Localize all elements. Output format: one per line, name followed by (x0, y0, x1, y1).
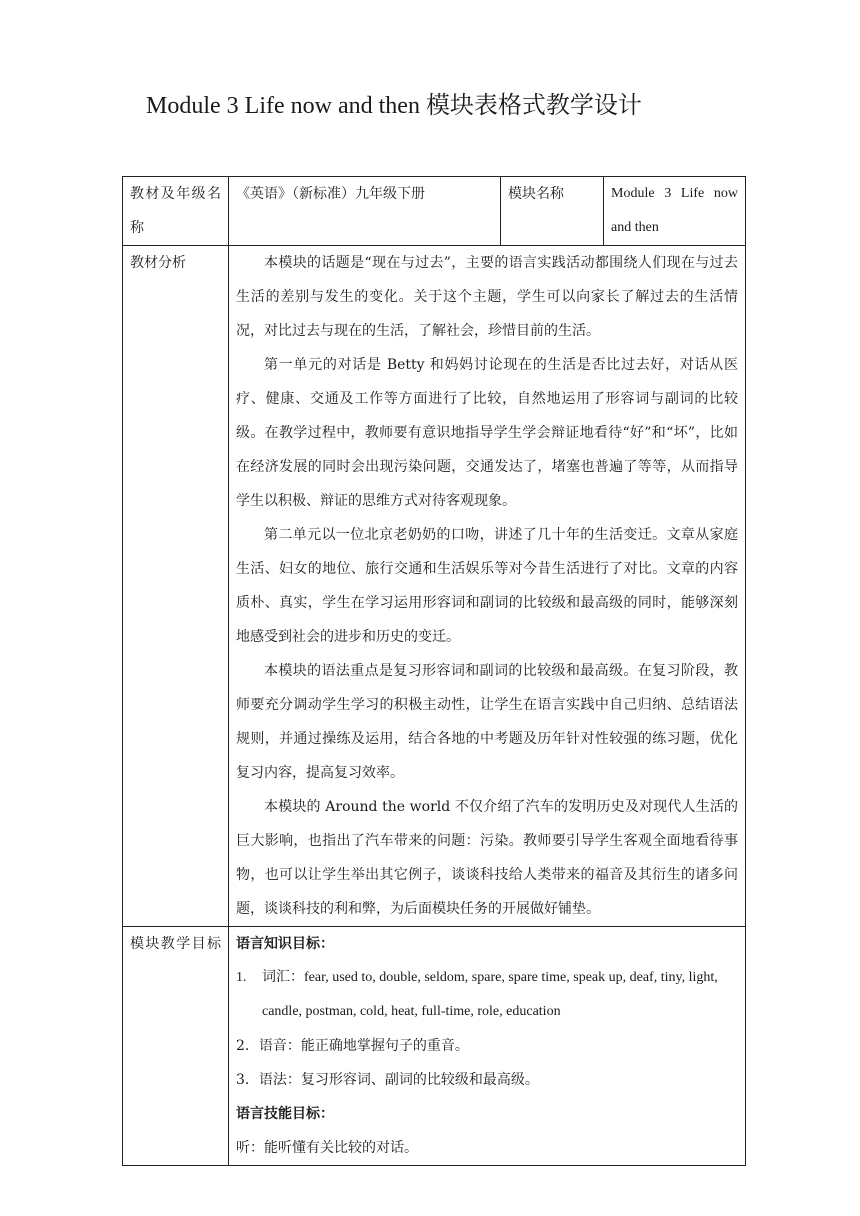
knowledge-goals-heading: 语言知识目标： (236, 936, 334, 952)
analysis-label: 教材分析 (130, 255, 186, 271)
module-name: Module 3 Life now and then (611, 186, 738, 235)
table-row-goals (123, 927, 746, 1166)
goals-label: 模块教学目标 (130, 936, 221, 952)
analysis-paragraph: 本模块的语法重点是复习形容词和副词的比较级和最高级。在复习阶段，教师要充分调动学生学习的积极主动性，让学生在语言实践中自己归纳、总结语法规则，并通过操练及运用，结合各地的中考题及历年针对性较强的练习题，优化复习内容，提高复习效率。 (236, 663, 738, 781)
row-label-textbook (123, 177, 229, 246)
goals-content (229, 927, 746, 1166)
page-title: Module 3 Life now and then 模块表格式教学设计 (146, 93, 642, 119)
vocabulary-number: 1. (236, 970, 247, 985)
analysis-paragraph: 第二单元以一位北京老奶奶的口吻，讲述了几十年的生活变迁。文章从家庭生活、妇女的地位、旅行交通和生活娱乐等对今昔生活进行了对比。文章的内容质朴、真实，学生在学习运用形容词和副词的比较级和最高级的同时，能够深刻地感受到社会的进步和历史的变迁。 (236, 527, 738, 645)
row-label-goals (123, 927, 229, 1166)
analysis-paragraph: 本模块的 Around the world 不仅介绍了汽车的发明历史及对现代人生活的巨大影响，也指出了汽车带来的问题：污染。教师要引导学生客观全面地看待事物，也可以让学生举出其它例子，谈谈科技给人类带来的福音及其衍生的诸多问题，谈谈科技的利和弊，为后面模块任务的开展做好铺垫。 (236, 799, 738, 917)
table-row-analysis (123, 246, 746, 927)
textbook-label: 教材及年级名称 (130, 186, 221, 236)
pronunciation-goal: 2．语音：能正确地掌握句子的重音。 (236, 1038, 469, 1054)
lesson-plan-table (122, 176, 746, 1166)
module-name-cell (604, 177, 746, 246)
vocabulary-goal (236, 961, 738, 1029)
module-label-cell (501, 177, 604, 246)
analysis-paragraph: 本模块的话题是“现在与过去”，主要的语言实践活动都围绕人们现在与过去生活的差别与发生的变化。关于这个主题，学生可以向家长了解过去的生活情况，对比过去与现在的生活，了解社会，珍惜目前的生活。 (236, 255, 738, 339)
vocabulary-text: 词汇：fear, used to, double, seldom, spare, spare time, speak up, deaf, tiny, light, candle, postman, cold, heat, full-time, role, education (262, 970, 718, 1019)
analysis-content (229, 246, 746, 927)
table-row-header (123, 177, 746, 246)
textbook-name: 《英语》（新标准）九年级下册 (236, 186, 425, 202)
grammar-goal: 3．语法：复习形容词、副词的比较级和最高级。 (236, 1072, 539, 1088)
skills-goals-heading: 语言技能目标： (236, 1106, 334, 1122)
module-label: 模块名称 (508, 186, 564, 202)
analysis-paragraph: 第一单元的对话是 Betty 和妈妈讨论现在的生活是否比过去好，对话从医疗、健康、交通及工作等方面进行了比较，自然地运用了形容词与副词的比较级。在教学过程中，教师要有意识地指导学生学会辩证地看待“好”和“坏”，比如在经济发展的同时会出现污染问题，交通发达了，堵塞也普遍了等等，从而指导学生以积极、辩证的思维方式对待客观现象。 (236, 357, 738, 509)
row-label-analysis (123, 246, 229, 927)
listening-goal: 听：能听懂有关比较的对话。 (236, 1140, 418, 1156)
textbook-name-cell (229, 177, 501, 246)
